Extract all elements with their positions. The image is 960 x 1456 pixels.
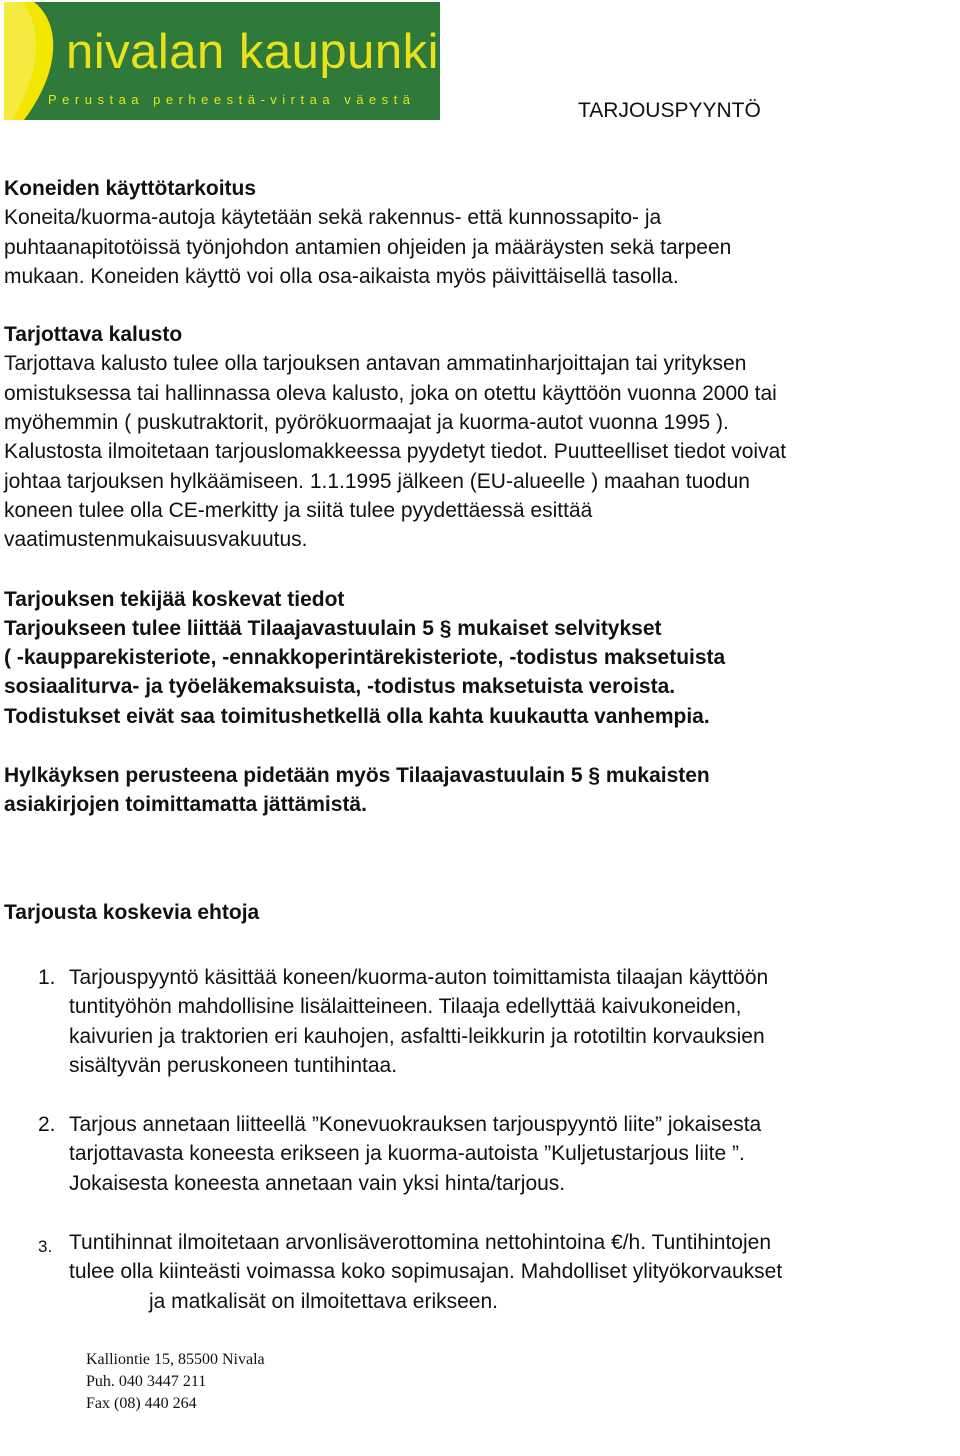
document-type: TARJOUSPYYNTÖ bbox=[578, 99, 761, 122]
text-line: Jokaisesta koneesta annetaan vain yksi hinta/tarjous. bbox=[69, 1171, 566, 1195]
text-line: omistuksessa tai hallinnassa oleva kalusto, joka on otettu käyttöön vuonna 2000 tai bbox=[4, 381, 777, 405]
list-item bbox=[4, 963, 954, 1080]
text-line: Todistukset eivät saa toimitushetkellä olla kahta kuukautta vanhempia. bbox=[4, 704, 710, 728]
list-item bbox=[4, 1228, 954, 1316]
text-line: johtaa tarjouksen hylkäämiseen. 1.1.1995 jälkeen (EU-alueelle ) maahan tuodun bbox=[4, 469, 750, 493]
text-line: asiakirjojen toimittamatta jättämistä. bbox=[4, 793, 367, 817]
text-line: koneen tulee olla CE-merkitty ja siitä tulee pyydettäessä esittää bbox=[4, 498, 593, 522]
text-line: ( -kaupparekisteriote, -ennakkoperintärekisteriote, -todistus maksetuista bbox=[4, 646, 726, 670]
text-line: vaatimustenmukaisuusvakuutus. bbox=[4, 528, 308, 552]
text-line: Tarjottava kalusto tulee olla tarjouksen antavan ammatinharjoittajan tai yrityksen bbox=[4, 352, 747, 376]
footer-address: Kalliontie 15, 85500 Nivala bbox=[86, 1351, 265, 1368]
list-number: 3. bbox=[38, 1237, 53, 1257]
text-line: Koneita/kuorma-autoja käytetään sekä rakennus- että kunnossapito- ja bbox=[4, 206, 662, 230]
text-line: tarjottavasta koneesta erikseen ja kuorma-autoista ”Kuljetustarjous liite ”. bbox=[69, 1142, 745, 1166]
text-line: tulee olla kiinteästi voimassa koko sopimusajan. Mahdolliset ylityökorvaukset bbox=[69, 1260, 783, 1284]
section-bidder bbox=[4, 585, 954, 731]
footer-phone: Puh. 040 3447 211 bbox=[86, 1373, 207, 1390]
section-equipment bbox=[4, 320, 954, 554]
text-line: Tuntihinnat ilmoitetaan arvonlisäverottomina nettohintoina €/h. Tuntihintojen bbox=[69, 1231, 771, 1255]
text-line: myöhemmin ( puskutraktorit, pyörökuormaajat ja kuorma-autot vuonna 1995 ). bbox=[4, 411, 729, 435]
terms-list bbox=[4, 963, 954, 1316]
section-rejection bbox=[4, 761, 954, 820]
text-line: sosiaaliturva- ja työeläkemaksuista, -todistus maksetuista veroista. bbox=[4, 675, 676, 699]
text-line: tuntityöhön mahdollisine lisälaitteineen. Tilaaja edellyttää kaivukoneiden, bbox=[69, 995, 742, 1019]
footer-contact bbox=[86, 1349, 265, 1415]
logo-tagline: Perustaa perheestä-virtaa väestä bbox=[48, 92, 416, 107]
section-usage bbox=[4, 174, 954, 291]
section-heading: Tarjottava kalusto bbox=[4, 323, 183, 347]
text-line: Tarjous annetaan liitteellä ”Konevuokrauksen tarjouspyyntö liite” jokaisesta bbox=[69, 1113, 762, 1137]
text-line: Tarjouspyyntö käsittää koneen/kuorma-auton toimittamista tilaajan käyttöön bbox=[69, 965, 769, 989]
logo-name: nivalan kaupunki bbox=[66, 25, 440, 79]
section-terms bbox=[4, 898, 954, 1316]
footer-fax: Fax (08) 440 264 bbox=[86, 1395, 197, 1412]
section-heading: Tarjouksen tekijää koskevat tiedot bbox=[4, 587, 345, 611]
text-line: puhtaanapitotöissä työnjohdon antamien ohjeiden ja määräysten sekä tarpeen bbox=[4, 235, 732, 259]
city-logo bbox=[4, 2, 440, 120]
text-line: sisältyvän peruskoneen tuntihintaa. bbox=[69, 1053, 398, 1077]
text-line: kaivurien ja traktorien eri kauhojen, asfaltti-leikkurin ja rototiltin korvauksien bbox=[69, 1024, 765, 1048]
section-heading: Tarjousta koskevia ehtoja bbox=[4, 900, 260, 924]
text-line: Kalustosta ilmoitetaan tarjouslomakkeessa pyydetyt tiedot. Puutteelliset tiedot voivat bbox=[4, 440, 787, 464]
list-number: 1. bbox=[38, 965, 56, 989]
text-line: Hylkäyksen perusteena pidetään myös Tilaajavastuulain 5 § mukaisten bbox=[4, 764, 710, 788]
list-number: 2. bbox=[38, 1113, 56, 1137]
text-line: Tarjoukseen tulee liittää Tilaajavastuulain 5 § mukaiset selvitykset bbox=[4, 616, 662, 640]
text-line: ja matkalisät on ilmoitettava erikseen. bbox=[149, 1289, 498, 1313]
text-line: mukaan. Koneiden käyttö voi olla osa-aikaista myös päivittäisellä tasolla. bbox=[4, 264, 679, 288]
section-heading: Koneiden käyttötarkoitus bbox=[4, 177, 257, 200]
document-body bbox=[4, 174, 954, 1316]
list-item bbox=[4, 1110, 954, 1198]
